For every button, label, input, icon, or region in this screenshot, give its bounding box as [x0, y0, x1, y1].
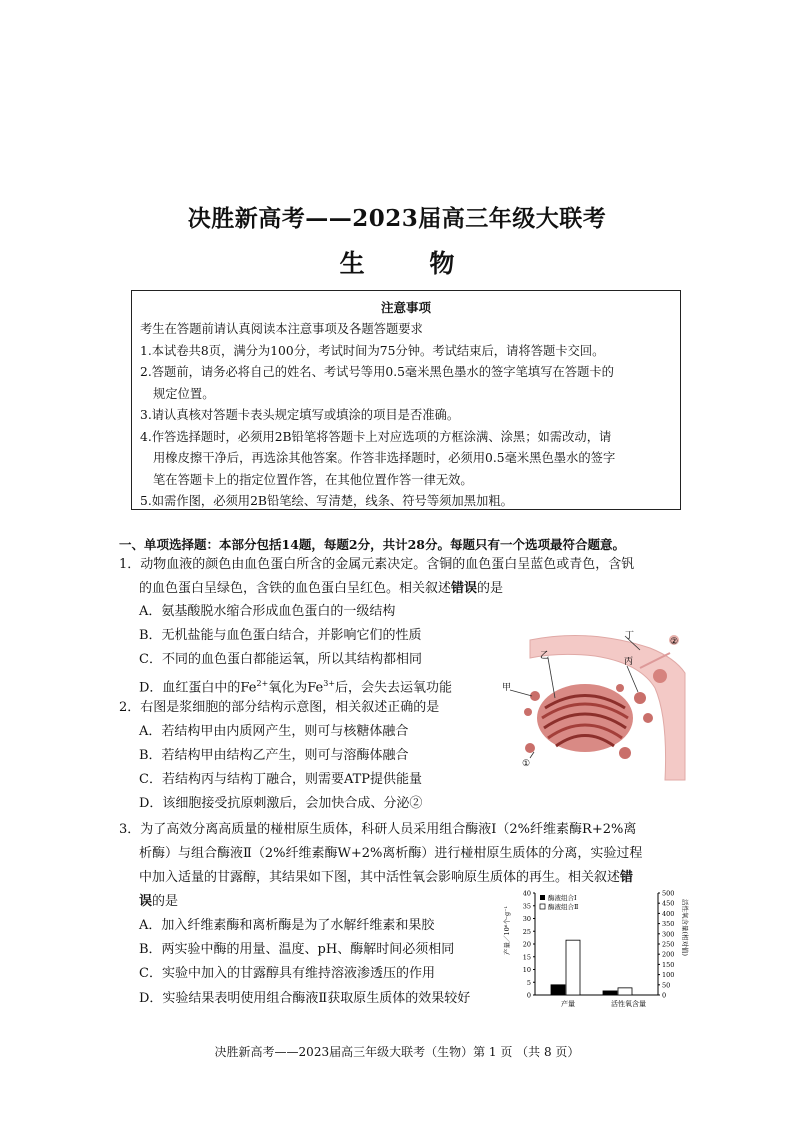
left-tick-label: 30 — [522, 915, 531, 923]
notice-item-1: 1.本试卷共8页，满分为100分，考试时间为75分钟。考试结束后，请将答题卡交回。 — [140, 343, 605, 358]
q2-option-b: B．若结构甲由结构乙产生，则可与溶酶体融合 — [139, 748, 409, 763]
category-label-2: 活性氧含量 — [611, 1000, 646, 1008]
notice-item-3: 3.请认真核对答题卡表头规定填写或填涂的项目是否准确。 — [140, 408, 460, 422]
notice-item-2b: 规定位置。 — [153, 386, 215, 401]
plasma-cell-figure — [500, 628, 690, 780]
legend-label-2: 酶液组合Ⅱ — [548, 903, 579, 911]
notice-heading: 注意事项 — [380, 300, 431, 315]
notice-item-5: 5.如需作图，必须用2B铅笔绘、写清楚，线条、符号等须加黑加粗。 — [140, 494, 513, 508]
bar-1-2 — [603, 991, 617, 995]
notice-item-4a: 4.作答选择题时，必须用2B铅笔将答题卡上对应选项的方框涂满、涂黑；如需改动，请 — [140, 429, 612, 444]
right-tick-label: 450 — [662, 899, 675, 908]
bar-2-1 — [566, 940, 580, 995]
q3-line3-pre: 中加入适量的甘露醇，其结果如下图，其中活性氧会影响原生质体的再生。相关叙述 — [139, 870, 621, 885]
page-footer: 决胜新高考——2023届高三年级大联考（生物）第 1 页 （共 8 页） — [214, 1045, 580, 1059]
notice-box — [131, 290, 681, 510]
q1-d-mid: 氧化为Fe — [268, 680, 324, 696]
q1-option-a: A．氨基酸脱水缩合形成血色蛋白的一级结构 — [139, 604, 396, 619]
q1-d-sup1: 2+ — [256, 679, 269, 688]
q1-emphasis: 错误 — [451, 581, 478, 596]
category-label-1: 产量 — [561, 1000, 575, 1008]
q1-line2-pre: 的血色蛋白呈绿色，含铁的血色蛋白呈红色。相关叙述 — [139, 581, 452, 596]
q3-option-b: B．两实验中酶的用量、温度、pH、酶解时间必须相同 — [139, 942, 455, 957]
right-tick-label: 150 — [662, 960, 675, 969]
right-tick-label: 250 — [662, 940, 675, 949]
right-tick-label: 400 — [662, 909, 675, 918]
q1-line1: 1．动物血液的颜色由血色蛋白所含的金属元素决定。含铜的血色蛋白呈蓝色或青色，含钒 — [119, 557, 635, 572]
label-jia: 甲 — [502, 683, 512, 693]
notice-item-4b: 用橡皮擦干净后，再选涂其他答案。作答非选择题时，必须用0.5毫米黑色墨水的签字 — [153, 451, 616, 465]
exam-title: 决胜新高考——2023届高三年级大联考 — [187, 205, 607, 232]
q1-line2-post: 的是 — [477, 581, 504, 596]
notice-intro: 考生在答题前请认真阅读本注意事项及各题答题要求 — [140, 322, 423, 336]
bar-2-2 — [618, 988, 632, 995]
label-circle-1: ① — [522, 759, 531, 769]
legend-swatch-2 — [540, 904, 545, 909]
golgi-icon — [537, 684, 633, 752]
right-tick-label: 300 — [662, 930, 675, 939]
right-tick-label: 100 — [662, 971, 675, 980]
left-tick-label: 0 — [526, 991, 531, 1000]
left-tick-label: 10 — [522, 966, 531, 974]
right-tick-label: 350 — [662, 920, 675, 929]
q3-emphasis-2: 误 — [139, 894, 153, 909]
label-ding: 丁 — [625, 631, 635, 641]
q1-d-sup2: 3+ — [323, 679, 336, 688]
q1-option-b: B．无机盐能与血色蛋白结合，并影响它们的性质 — [139, 628, 422, 643]
q1-d-post: 后，会失去运氧功能 — [335, 680, 453, 696]
q3-option-a: A．加入纤维素酶和离析酶是为了水解纤维素和果胶 — [139, 918, 435, 933]
q3-line2: 析酶）与组合酶液Ⅱ（2%纤维素酶W+2%离析酶）进行椪柑原生质体的分离，实验过程 — [139, 846, 643, 861]
q1-line2 — [139, 577, 503, 600]
left-tick-label: 40 — [522, 889, 531, 898]
q3-line1: 3．为了高效分离高质量的椪柑原生质体，科研人员采用组合酶液Ⅰ（2%纤维素酶R+2%离 — [119, 822, 637, 837]
notice-item-2a: 2.答题前，请务必将自己的姓名、考试号等用0.5毫米黑色墨水的签字笔填写在答题卡的 — [140, 365, 614, 379]
legend-swatch-1 — [540, 895, 545, 900]
q2-option-a: A．若结构甲由内质网产生，则可与核糖体融合 — [139, 724, 409, 739]
q1-d-pre: D．血红蛋白中的Fe — [139, 680, 257, 696]
enzyme-result-chart — [503, 885, 688, 1015]
q3-emphasis-1: 错 — [620, 870, 634, 885]
left-tick-label: 20 — [522, 940, 531, 949]
y-axis-right-label: 活性氧含量(相对值) — [681, 899, 689, 957]
left-tick-label: 15 — [522, 953, 531, 962]
q2-option-d: D．该细胞接受抗原刺激后，会加快合成、分泌② — [139, 796, 423, 811]
left-tick-label: 25 — [522, 927, 531, 936]
q3-line4-post: 的是 — [152, 894, 179, 909]
section-heading: 一、单项选择题：本部分包括14题，每题2分，共计28分。每题只有一个选项最符合题意。 — [119, 537, 625, 552]
q3-option-c: C．实验中加入的甘露醇具有维持溶液渗透压的作用 — [139, 966, 435, 981]
left-tick-label: 5 — [526, 978, 531, 987]
y-axis-left-label: 产量／10⁶个·g⁻¹ — [503, 905, 511, 955]
q2-stem: 2．右图是浆细胞的部分结构示意图，相关叙述正确的是 — [119, 700, 440, 715]
q1-option-c: C．不同的血色蛋白都能运氧，所以其结构都相同 — [139, 652, 422, 667]
bar-1-1 — [551, 985, 565, 995]
right-tick-label: 200 — [662, 950, 675, 959]
label-circle-2: ② — [670, 637, 679, 647]
left-tick-label: 35 — [522, 902, 531, 911]
right-tick-label: 500 — [662, 889, 675, 898]
label-yi: 乙 — [540, 651, 550, 661]
notice-item-4c: 笔在答题卡上的指定位置作答，在其他位置作答一律无效。 — [153, 472, 473, 487]
right-tick-label: 0 — [662, 991, 667, 1000]
q2-option-c: C．若结构丙与结构丁融合，则需要ATP提供能量 — [139, 772, 423, 787]
right-tick-label: 50 — [662, 981, 671, 990]
q3-option-d: D．实验结果表明使用组合酶液Ⅱ获取原生质体的效果较好 — [139, 991, 471, 1006]
subject-title: 生 物 — [339, 249, 483, 278]
legend-label-1: 酶液组合Ⅰ — [548, 894, 577, 902]
label-bing: 丙 — [624, 657, 634, 667]
